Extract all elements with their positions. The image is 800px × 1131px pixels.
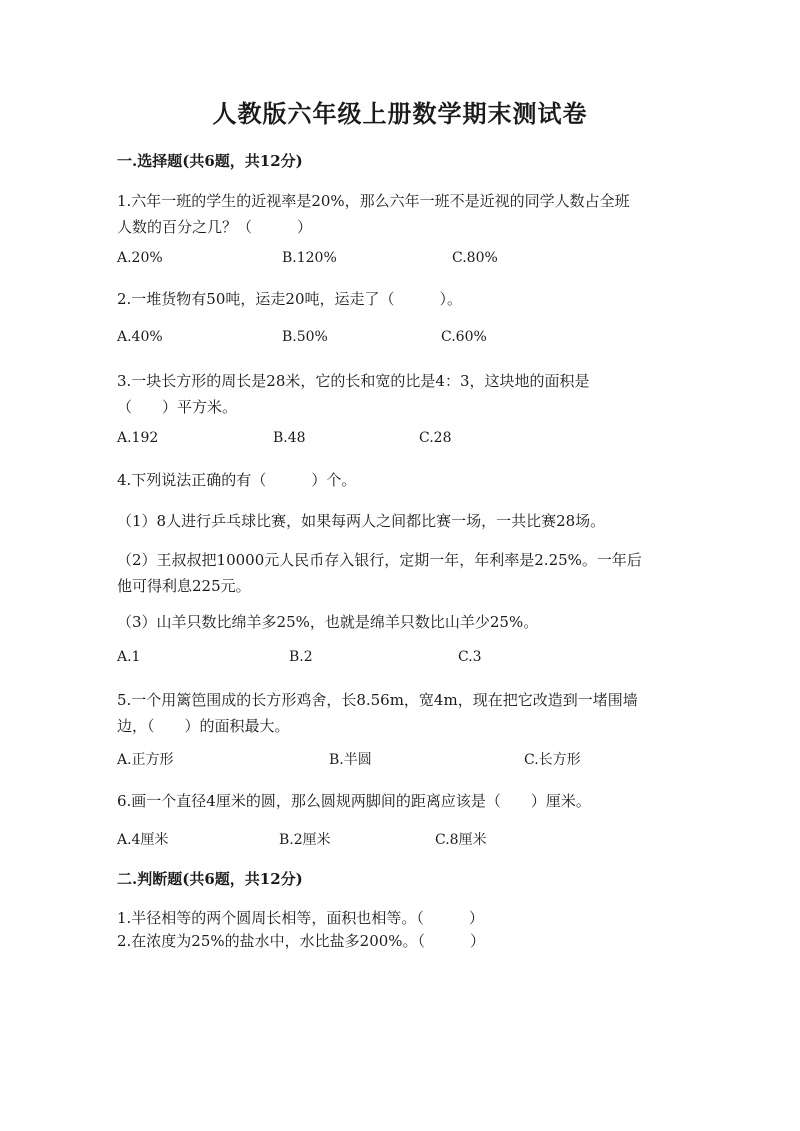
- q2-option-b: B.50%: [282, 329, 328, 345]
- q3-option-b: B.48: [273, 430, 306, 446]
- q3-option-a: A.192: [117, 430, 159, 446]
- q2-option-a: A.40%: [117, 329, 163, 345]
- q5-option-b: B.半圆: [329, 752, 372, 768]
- q2-option-c: C.60%: [441, 329, 487, 345]
- section-heading-judgement: 二.判断题(共6题，共12分): [117, 870, 303, 888]
- q4-statement-1: （1）8人进行乒乓球比赛，如果每两人之间都比赛一场，一共比赛28场。: [117, 512, 606, 530]
- q1-option-c: C.80%: [452, 250, 498, 266]
- question-5-line1: 5.一个用篱笆围成的长方形鸡舍，长8.56m，宽4m，现在把它改造到一堵围墙: [117, 691, 638, 709]
- q4-statement-2-line1: （2）王叔叔把10000元人民币存入银行，定期一年，年利率是2.25%。一年后: [117, 551, 642, 569]
- question-3-line1: 3.一块长方形的周长是28米，它的长和宽的比是4：3，这块地的面积是: [117, 372, 590, 390]
- question-3-line2: （ ）平方米。: [117, 398, 238, 416]
- q4-statement-3: （3）山羊只数比绵羊多25%，也就是绵羊只数比山羊少25%。: [117, 613, 539, 631]
- q4-option-a: A.1: [117, 649, 141, 665]
- q6-option-a: A.4厘米: [117, 832, 169, 848]
- q4-statement-2-line2: 他可得利息225元。: [117, 577, 251, 595]
- question-5-line2: 边，（ ）的面积最大。: [117, 717, 290, 735]
- question-1-line2: 人数的百分之几？（ ）: [117, 218, 313, 236]
- q1-option-a: A.20%: [117, 250, 163, 266]
- q1-option-b: B.120%: [282, 250, 337, 266]
- judge-question-1: 1.半径相等的两个圆周长相等，面积也相等。（ ）: [117, 909, 484, 927]
- q3-option-c: C.28: [419, 430, 452, 446]
- q4-option-b: B.2: [289, 649, 313, 665]
- q6-option-c: C.8厘米: [435, 832, 487, 848]
- q5-option-a: A.正方形: [117, 752, 174, 768]
- question-6: 6.画一个直径4厘米的圆，那么圆规两脚间的距离应该是（ ）厘米。: [117, 792, 591, 810]
- q5-option-c: C.长方形: [524, 752, 581, 768]
- q6-option-b: B.2厘米: [279, 832, 331, 848]
- question-1-line1: 1.六年一班的学生的近视率是20%，那么六年一班不是近视的同学人数占全班: [117, 192, 630, 210]
- question-4: 4.下列说法正确的有（ ）个。: [117, 471, 357, 489]
- q4-option-c: C.3: [458, 649, 482, 665]
- section-heading-choice: 一.选择题(共6题，共12分): [117, 152, 303, 170]
- judge-question-2: 2.在浓度为25%的盐水中，水比盐多200%。（ ）: [117, 932, 486, 950]
- page-title: 人教版六年级上册数学期末测试卷: [212, 99, 588, 128]
- question-2: 2.一堆货物有50吨，运走20吨，运走了（ ）。: [117, 290, 462, 308]
